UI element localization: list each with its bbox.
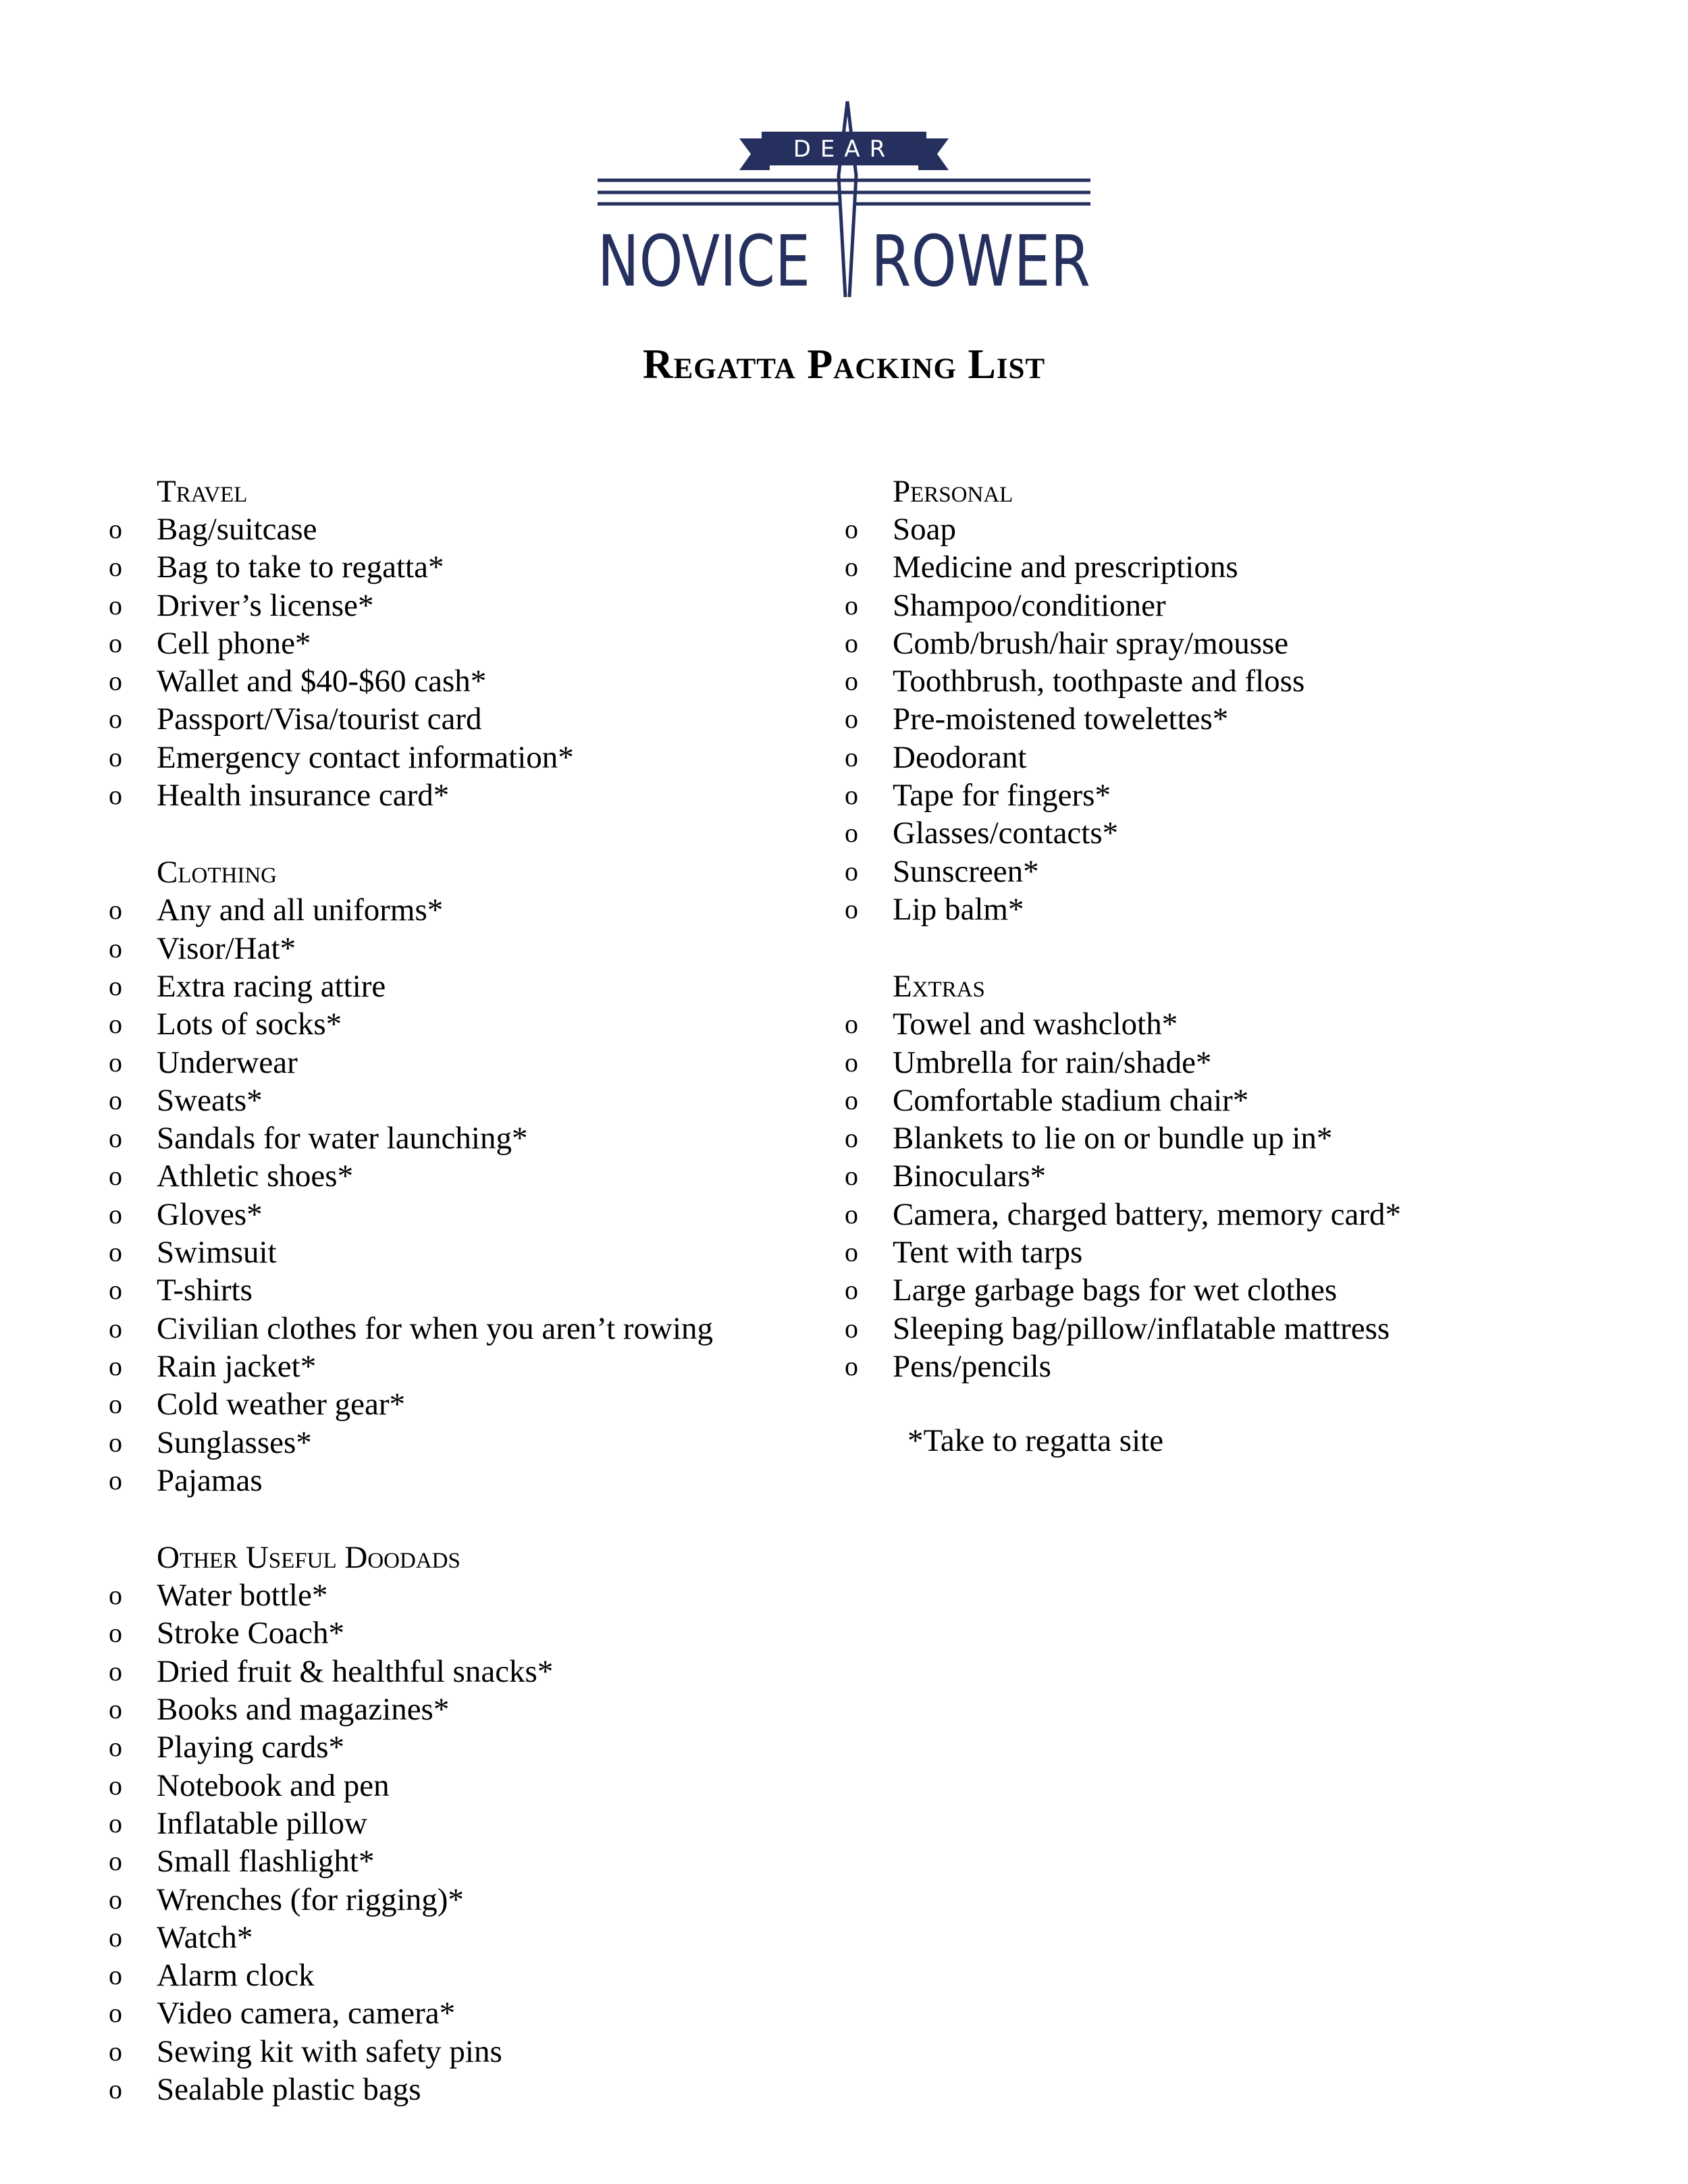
item-label: Toothbrush, toothpaste and floss (893, 664, 1305, 699)
item-label: Visor/Hat* (157, 930, 296, 966)
item-label: Wrenches (for rigging)* (157, 1882, 464, 1917)
checkbox-circle-icon: o (845, 514, 858, 544)
footnote: *Take to regatta site (907, 1423, 1164, 1459)
right-column (837, 473, 1614, 1460)
item-label: Sunglasses* (157, 1424, 312, 1460)
checklist-item (837, 1044, 1614, 1082)
checklist-item (101, 587, 844, 624)
checkbox-circle-icon: o (845, 741, 858, 772)
checkbox-circle-icon: o (109, 1580, 122, 1611)
checkbox-circle-icon: o (109, 589, 122, 620)
item-label: Books and magazines* (157, 1692, 450, 1728)
item-label: Video camera, camera* (157, 1996, 456, 2031)
logo-top-text: DEAR (793, 136, 895, 163)
item-label: Watch* (157, 1919, 253, 1955)
checkbox-circle-icon: o (109, 1046, 122, 1077)
checkbox-circle-icon: o (109, 1389, 122, 1420)
checkbox-circle-icon: o (845, 1009, 858, 1040)
checklist-item (101, 1767, 844, 1805)
checklist-item (101, 930, 844, 967)
checklist-item (101, 1842, 844, 1880)
checkbox-circle-icon: o (109, 1732, 122, 1763)
checklist-item (837, 1005, 1614, 1043)
logo-left-text: NOVICE (598, 220, 810, 302)
checklist-item (101, 1919, 844, 1956)
checklist-item (837, 1196, 1614, 1233)
checkbox-circle-icon: o (845, 1046, 858, 1077)
item-label: Playing cards* (157, 1730, 345, 1765)
checklist-item (837, 1082, 1614, 1119)
checkbox-circle-icon: o (109, 1427, 122, 1458)
checkbox-circle-icon: o (109, 1884, 122, 1915)
checklist-item (101, 1044, 844, 1082)
item-label: Pens/pencils (893, 1348, 1051, 1384)
checkbox-circle-icon: o (109, 1084, 122, 1115)
checklist (101, 510, 844, 814)
checklist-item (101, 700, 844, 738)
checkbox-circle-icon: o (845, 1237, 858, 1268)
checklist-item (101, 1424, 844, 1462)
item-label: Any and all uniforms* (157, 893, 444, 928)
section-heading: Personal (893, 474, 1013, 509)
checklist-item (837, 890, 1614, 928)
checklist-item (837, 814, 1614, 852)
item-label: Umbrella for rain/shade* (893, 1044, 1212, 1080)
checkbox-circle-icon: o (109, 2073, 122, 2104)
checkbox-circle-icon: o (845, 1198, 858, 1229)
checkbox-circle-icon: o (109, 1237, 122, 1268)
checklist-item (101, 1005, 844, 1043)
checklist-item (101, 739, 844, 776)
checklist-item (101, 1462, 844, 1499)
item-label: Soap (893, 512, 956, 547)
checkbox-circle-icon: o (109, 895, 122, 926)
checkbox-circle-icon: o (845, 703, 858, 735)
checkbox-circle-icon: o (109, 741, 122, 772)
checkbox-circle-icon: o (109, 1464, 122, 1495)
section-personal (837, 473, 1614, 928)
checklist-item (101, 1310, 844, 1348)
checkbox-circle-icon: o (109, 932, 122, 963)
checklist-item (837, 739, 1614, 776)
section-travel (101, 473, 844, 814)
checkbox-circle-icon: o (109, 2035, 122, 2067)
item-label: Inflatable pillow (157, 1805, 367, 1841)
item-label: Blankets to lie on or bundle up in* (893, 1121, 1333, 1156)
checklist-item (101, 1728, 844, 1766)
checklist (101, 1576, 844, 2108)
checkbox-circle-icon: o (845, 893, 858, 924)
checkbox-circle-icon: o (845, 1312, 858, 1343)
dear-novice-rower-logo (594, 95, 1094, 304)
logo-right-text: ROWER (871, 220, 1090, 302)
item-label: Civilian clothes for when you aren’t rowing (157, 1310, 714, 1346)
item-label: Notebook and pen (157, 1767, 390, 1803)
item-label: Bag/suitcase (157, 512, 317, 547)
item-label: Pre-moistened towelettes* (893, 701, 1229, 737)
checklist-item (101, 1690, 844, 1728)
item-label: Cell phone* (157, 625, 311, 661)
item-label: Sweats* (157, 1082, 263, 1118)
section-extras (837, 967, 1614, 1385)
checklist-item (101, 1805, 844, 1842)
section-heading: Extras (893, 969, 985, 1005)
item-label: Driver’s license* (157, 587, 374, 623)
checklist-item (101, 510, 844, 548)
checklist-item (837, 1271, 1614, 1309)
section-heading: Clothing (157, 855, 277, 890)
item-label: Sleeping bag/pillow/inflatable mattress (893, 1310, 1390, 1346)
checkbox-circle-icon: o (845, 627, 858, 658)
item-label: Sewing kit with safety pins (157, 2033, 502, 2069)
item-label: Binoculars* (893, 1158, 1047, 1194)
checklist-item (101, 548, 844, 586)
checklist-item (101, 776, 844, 814)
checklist-item (101, 1385, 844, 1423)
checklist (837, 510, 1614, 928)
checklist-item (101, 1082, 844, 1119)
checklist-item (837, 853, 1614, 890)
checklist-item (837, 587, 1614, 624)
checklist (101, 891, 844, 1499)
left-column (101, 473, 844, 2148)
item-label: Bag to take to regatta* (157, 550, 444, 585)
item-label: Swimsuit (157, 1235, 277, 1271)
checklist-item (837, 662, 1614, 700)
item-label: Extra racing attire (157, 968, 386, 1004)
checklist-item (101, 1653, 844, 1690)
checkbox-circle-icon: o (109, 1350, 122, 1381)
checklist-item (101, 1956, 844, 1994)
checklist-item (101, 1271, 844, 1309)
checkbox-circle-icon: o (109, 1998, 122, 2029)
item-label: Large garbage bags for wet clothes (893, 1273, 1338, 1308)
checkbox-circle-icon: o (845, 1161, 858, 1192)
checkbox-circle-icon: o (109, 1123, 122, 1154)
item-label: Underwear (157, 1044, 298, 1080)
item-label: T-shirts (157, 1273, 253, 1308)
checklist-item (101, 2071, 844, 2108)
item-label: Sunscreen* (893, 853, 1039, 889)
checkbox-circle-icon: o (845, 1350, 858, 1381)
checklist-item (101, 1348, 844, 1385)
checkbox-circle-icon: o (109, 1960, 122, 1991)
item-label: Water bottle* (157, 1578, 328, 1614)
checkbox-circle-icon: o (109, 1655, 122, 1686)
checklist-item (837, 776, 1614, 814)
checklist-item (101, 1196, 844, 1233)
item-label: Wallet and $40-$60 cash* (157, 664, 487, 699)
item-label: Gloves* (157, 1196, 263, 1232)
checkbox-circle-icon: o (845, 1084, 858, 1115)
item-label: Deodorant (893, 739, 1027, 775)
checklist-item (837, 1119, 1614, 1157)
item-label: Glasses/contacts* (893, 816, 1119, 851)
checkbox-circle-icon: o (845, 780, 858, 811)
checkbox-circle-icon: o (109, 1618, 122, 1649)
item-label: Rain jacket* (157, 1348, 317, 1384)
checkbox-circle-icon: o (109, 1312, 122, 1343)
item-label: Lots of socks* (157, 1007, 342, 1042)
item-label: Sandals for water launching* (157, 1121, 528, 1156)
checklist-item (837, 548, 1614, 586)
section-clothing (101, 853, 844, 1499)
checkbox-circle-icon: o (109, 703, 122, 735)
checkbox-circle-icon: o (109, 1807, 122, 1838)
checklist-item (101, 1576, 844, 1614)
checklist-item (101, 662, 844, 700)
checklist-item (101, 1157, 844, 1195)
item-label: Medicine and prescriptions (893, 550, 1238, 585)
item-label: Emergency contact information* (157, 739, 574, 775)
checklist-item (101, 1994, 844, 2032)
checklist-item (837, 1310, 1614, 1348)
checkbox-circle-icon: o (109, 1921, 122, 1952)
checklist-item (101, 1233, 844, 1271)
checkbox-circle-icon: o (109, 1009, 122, 1040)
section-heading: Other Useful Doodads (157, 1540, 460, 1576)
item-label: Towel and washcloth* (893, 1007, 1178, 1042)
checkbox-circle-icon: o (845, 552, 858, 583)
section-other-useful-doodads (101, 1539, 844, 2108)
checklist-item (837, 1348, 1614, 1385)
checklist-item (837, 1233, 1614, 1271)
section-heading: Travel (157, 474, 248, 509)
checkbox-circle-icon: o (845, 666, 858, 697)
item-label: Dried fruit & healthful snacks* (157, 1653, 554, 1689)
checklist-item (101, 1614, 844, 1652)
item-label: Pajamas (157, 1462, 263, 1498)
item-label: Comfortable stadium chair* (893, 1082, 1249, 1118)
item-label: Health insurance card* (157, 778, 450, 814)
checkbox-circle-icon: o (109, 1846, 122, 1877)
checklist-item (101, 624, 844, 662)
checkbox-circle-icon: o (109, 1161, 122, 1192)
checkbox-circle-icon: o (109, 970, 122, 1001)
checklist-item (101, 2033, 844, 2071)
checkbox-circle-icon: o (109, 1275, 122, 1306)
checklist-item (837, 700, 1614, 738)
item-label: Stroke Coach* (157, 1616, 345, 1651)
item-label: Athletic shoes* (157, 1158, 354, 1194)
item-label: Camera, charged battery, memory card* (893, 1196, 1401, 1232)
item-label: Alarm clock (157, 1958, 315, 1994)
checkbox-circle-icon: o (109, 552, 122, 583)
item-label: Cold weather gear* (157, 1387, 406, 1422)
item-label: Small flashlight* (157, 1844, 375, 1880)
item-label: Lip balm* (893, 891, 1024, 927)
item-label: Shampoo/conditioner (893, 587, 1166, 623)
checkbox-circle-icon: o (109, 1694, 122, 1725)
item-label: Comb/brush/hair spray/mousse (893, 625, 1289, 661)
checkbox-circle-icon: o (109, 666, 122, 697)
checklist-item (837, 624, 1614, 662)
checkbox-circle-icon: o (109, 514, 122, 544)
checklist-item (101, 967, 844, 1005)
item-label: Tent with tarps (893, 1235, 1083, 1271)
checklist-item (101, 891, 844, 929)
checkbox-circle-icon: o (109, 780, 122, 811)
checklist (837, 1005, 1614, 1385)
checkbox-circle-icon: o (109, 1769, 122, 1801)
checkbox-circle-icon: o (109, 1198, 122, 1229)
item-label: Sealable plastic bags (157, 2071, 421, 2107)
checklist-item (837, 510, 1614, 548)
checkbox-circle-icon: o (845, 589, 858, 620)
checkbox-circle-icon: o (109, 627, 122, 658)
item-label: Passport/Visa/tourist card (157, 701, 482, 737)
checklist-item (101, 1119, 844, 1157)
checkbox-circle-icon: o (845, 818, 858, 849)
page-title: Regatta Packing List (642, 342, 1046, 388)
checklist-item (101, 1881, 844, 1919)
checkbox-circle-icon: o (845, 855, 858, 886)
checklist-item (837, 1157, 1614, 1195)
checkbox-circle-icon: o (845, 1275, 858, 1306)
item-label: Tape for fingers* (893, 778, 1111, 814)
checkbox-circle-icon: o (845, 1123, 858, 1154)
